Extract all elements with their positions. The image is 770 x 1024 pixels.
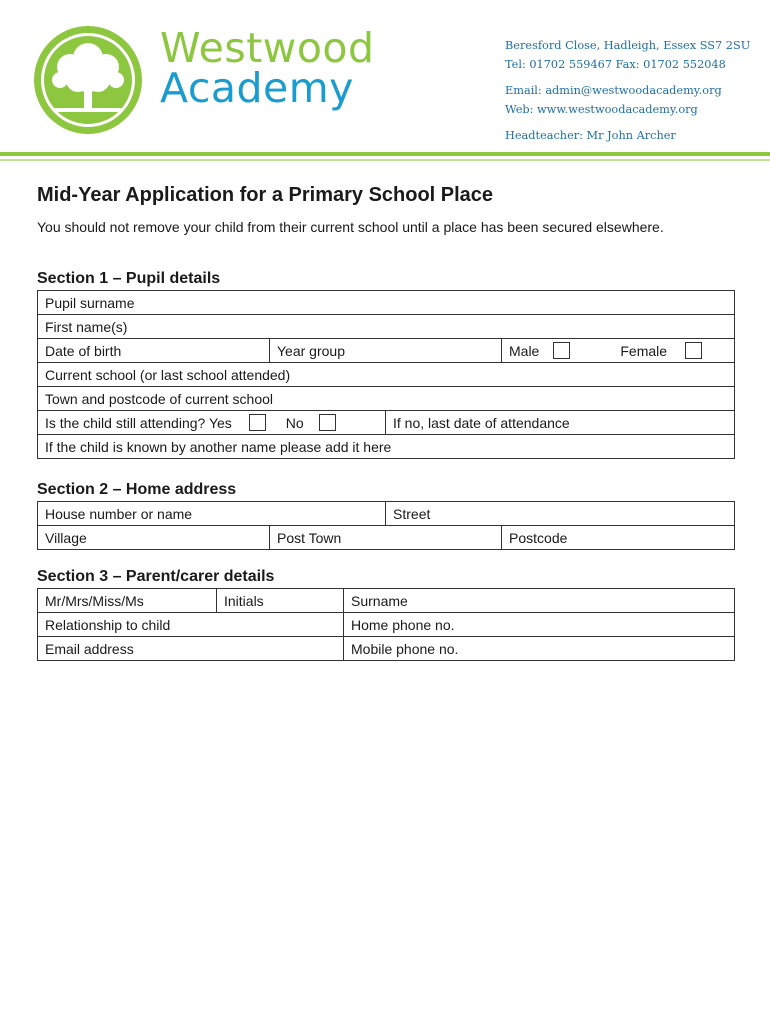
- no-label: No: [285, 414, 304, 431]
- initials-field[interactable]: [217, 589, 344, 613]
- mobile-phone-field[interactable]: [344, 637, 735, 661]
- initials-label: Initials: [224, 592, 264, 609]
- home-address-table: [37, 501, 735, 550]
- current-school-label: Current school (or last school attended): [45, 366, 291, 383]
- yes-checkbox[interactable]: [249, 414, 266, 431]
- relationship-label: Relationship to child: [45, 616, 171, 633]
- post-town-field[interactable]: [270, 526, 502, 550]
- female-label: Female: [620, 342, 668, 359]
- male-checkbox[interactable]: [553, 342, 570, 359]
- school-name-line1: Westwood: [160, 24, 375, 72]
- dob-label: Date of birth: [45, 342, 122, 359]
- tel-fax-text: Tel: 01702 559467 Fax: 01702 552048: [505, 57, 726, 71]
- other-name-label: If the child is known by another name please add it here: [45, 438, 392, 455]
- house-label: House number or name: [45, 505, 193, 522]
- town-postcode-label: Town and postcode of current school: [45, 390, 274, 407]
- mobile-phone-label: Mobile phone no.: [351, 640, 459, 657]
- still-attending-label: Is the child still attending? Yes: [45, 414, 232, 431]
- post-town-label: Post Town: [277, 529, 342, 546]
- home-phone-label: Home phone no.: [351, 616, 455, 633]
- last-date-label: If no, last date of attendance: [393, 414, 570, 431]
- pupil-surname-field[interactable]: [38, 291, 735, 315]
- school-logo: [30, 22, 146, 138]
- title-field[interactable]: [38, 589, 217, 613]
- title-label: Mr/Mrs/Miss/Ms: [45, 592, 144, 609]
- pupil-details-table: [37, 290, 735, 459]
- still-attending-field: [38, 411, 386, 435]
- last-date-field[interactable]: [386, 411, 735, 435]
- postcode-label: Postcode: [509, 529, 568, 546]
- pupil-surname-label: Pupil surname: [45, 294, 135, 311]
- parent-email-field[interactable]: [38, 637, 344, 661]
- page-title: Mid-Year Application for a Primary School Place: [37, 184, 494, 206]
- section2-heading: Section 2 – Home address: [37, 481, 237, 498]
- gender-field: [502, 339, 735, 363]
- first-names-field[interactable]: [38, 315, 735, 339]
- village-label: Village: [45, 529, 87, 546]
- no-checkbox[interactable]: [319, 414, 336, 431]
- postcode-field[interactable]: [502, 526, 735, 550]
- year-group-field[interactable]: [270, 339, 502, 363]
- village-field[interactable]: [38, 526, 270, 550]
- web-link[interactable]: Web: www.westwoodacademy.org: [505, 102, 698, 116]
- parent-surname-field[interactable]: [344, 589, 735, 613]
- section3-heading: Section 3 – Parent/carer details: [37, 568, 275, 585]
- current-school-field[interactable]: [38, 363, 735, 387]
- email-link[interactable]: Email: admin@westwoodacademy.org: [505, 84, 722, 97]
- headteacher-text: Headteacher: Mr John Archer: [505, 129, 676, 142]
- section1-heading: Section 1 – Pupil details: [37, 270, 221, 287]
- other-name-field[interactable]: [38, 435, 735, 459]
- female-checkbox[interactable]: [685, 342, 702, 359]
- dob-field[interactable]: [38, 339, 270, 363]
- town-postcode-field[interactable]: [38, 387, 735, 411]
- house-field[interactable]: [38, 502, 386, 526]
- school-name-line2: Academy: [160, 64, 354, 112]
- street-label: Street: [393, 505, 431, 522]
- home-phone-field[interactable]: [344, 613, 735, 637]
- contact-block: [505, 37, 750, 146]
- male-label: Male: [509, 342, 540, 359]
- year-group-label: Year group: [277, 342, 345, 359]
- first-names-label: First name(s): [45, 318, 128, 335]
- relationship-field[interactable]: [38, 613, 344, 637]
- parent-surname-label: Surname: [351, 592, 408, 609]
- address-text: Beresford Close, Hadleigh, Essex SS7 2SU: [505, 39, 751, 52]
- tree-logo-icon: [30, 22, 146, 138]
- street-field[interactable]: [386, 502, 735, 526]
- header-divider-thin: [0, 159, 770, 161]
- header-divider: [0, 152, 770, 156]
- parent-email-label: Email address: [45, 640, 134, 657]
- parent-details-table: [37, 588, 735, 661]
- intro-text: You should not remove your child from their current school until a place has been secured elsewhere.: [37, 219, 664, 235]
- school-name: [160, 24, 375, 112]
